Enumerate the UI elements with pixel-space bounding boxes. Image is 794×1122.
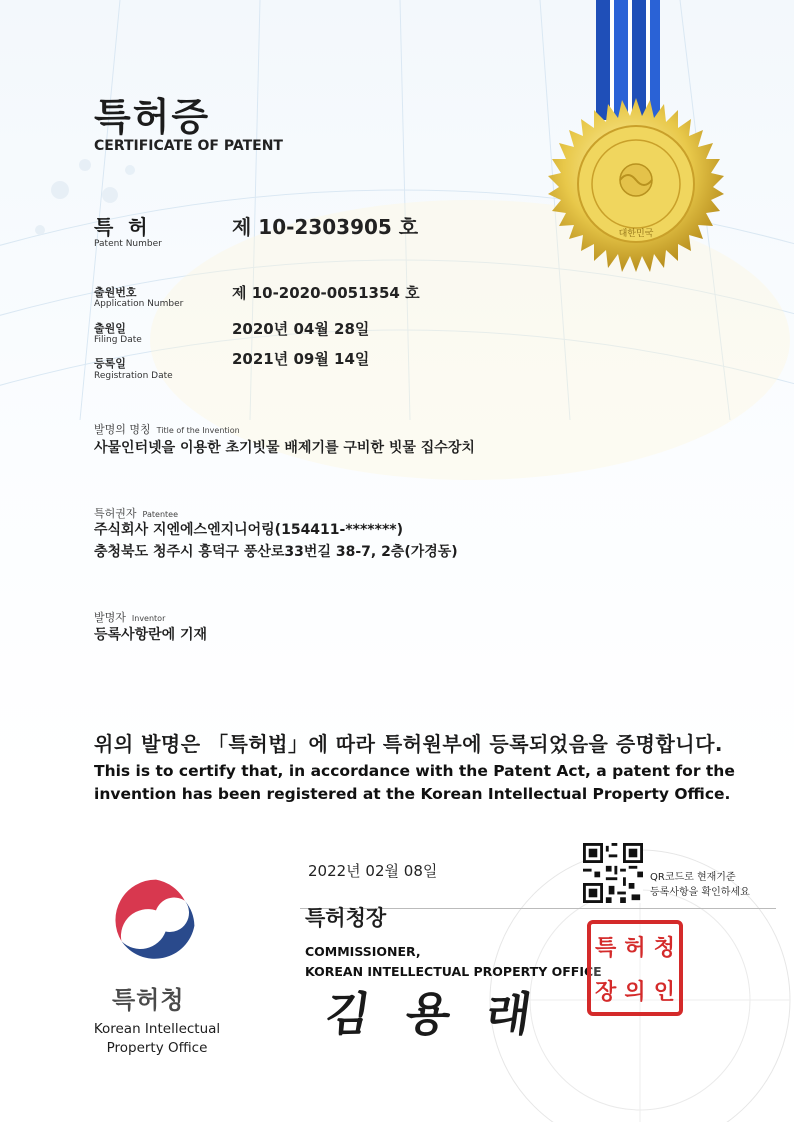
seal-char: 청 [653, 935, 675, 961]
certification-en-line2: invention has been registered at the Korean Intellectual Property Office. [94, 785, 731, 803]
registration-date-label: 등록일 [94, 357, 126, 370]
commissioner-signature: 김 용 래 [321, 987, 545, 1041]
medal-text: 대한민국 [618, 229, 654, 239]
patentee-label-en: Patentee [142, 510, 178, 519]
filing-date-label-en: Filing Date [94, 335, 142, 345]
certification-en-line1: This is to certify that, in accordance with the Patent Act, a patent for the [94, 762, 735, 780]
qr-note [650, 870, 750, 900]
seal-char: 허 [624, 935, 646, 961]
office-en-line2: Property Office [106, 1040, 208, 1056]
patent-number-label: 특 허 [94, 215, 152, 239]
gold-medal-icon [548, 96, 724, 272]
patent-number-label-en: Patent Number [94, 239, 162, 249]
commissioner-en-line2: KOREAN INTELLECTUAL PROPERTY OFFICE [305, 964, 602, 979]
inventor-label-ko: 발명자 [94, 611, 126, 624]
patentee-name: 주식회사 지엔에스엔지니어링(154411-*******) [94, 522, 403, 538]
office-name-ko: 특허청 [112, 986, 185, 1014]
application-number-label: 출원번호 [94, 286, 137, 299]
certificate-title-ko: 특허증 [94, 95, 211, 139]
issue-date: 2022년 02월 08일 [308, 862, 438, 880]
official-seal-stamp [587, 920, 683, 1016]
inventor-label-en: Inventor [131, 614, 166, 623]
kipo-logo-icon [108, 872, 204, 968]
seal-char: 인 [653, 979, 675, 1005]
commissioner-title-en [305, 942, 602, 982]
invention-title-label-en: Title of the Invention [156, 426, 240, 435]
seal-char: 장 [595, 979, 617, 1005]
certificate-title-en: CERTIFICATE OF PATENT [94, 138, 283, 154]
commissioner-title-ko: 특허청장 [305, 906, 387, 930]
application-number-label-en: Application Number [94, 299, 184, 309]
invention-title-value: 사물인터넷을 이용한 초기빗물 배제기를 구비한 빗물 집수장치 [94, 440, 475, 456]
commissioner-en-line1: COMMISSIONER, [305, 944, 421, 959]
office-en-line1: Korean Intellectual [93, 1021, 221, 1037]
registration-date-label-en: Registration Date [94, 371, 173, 381]
patentee-address: 충청북도 청주시 흥덕구 풍산로33번길 38-7, 2층(가경동) [94, 544, 458, 560]
certification-statement-en [94, 760, 735, 806]
patent-number-value: 제 10-2303905 호 [232, 215, 419, 239]
registration-date-value: 2021년 09월 14일 [232, 350, 370, 368]
inventor-value: 등록사항란에 기재 [94, 627, 208, 643]
patentee-label-ko: 특허권자 [94, 507, 137, 520]
inventor-label [94, 606, 165, 625]
qr-code-icon [583, 843, 643, 903]
filing-date-value: 2020년 04월 28일 [232, 320, 370, 338]
invention-title-label-ko: 발명의 명칭 [94, 423, 151, 436]
seal-char: 특 [595, 935, 617, 961]
invention-title-label [94, 418, 240, 437]
qr-note-line2: 등록사항을 확인하세요 [650, 887, 750, 898]
application-number-value: 제 10-2020-0051354 호 [232, 284, 420, 302]
seal-char: 의 [624, 979, 646, 1005]
certification-statement-ko: 위의 발명은 「특허법」에 따라 특허원부에 등록되었음을 증명합니다. [94, 732, 724, 756]
office-name-en [82, 1020, 232, 1058]
qr-note-line1: QR코드로 현재기준 [650, 872, 736, 883]
filing-date-label: 출원일 [94, 322, 126, 335]
